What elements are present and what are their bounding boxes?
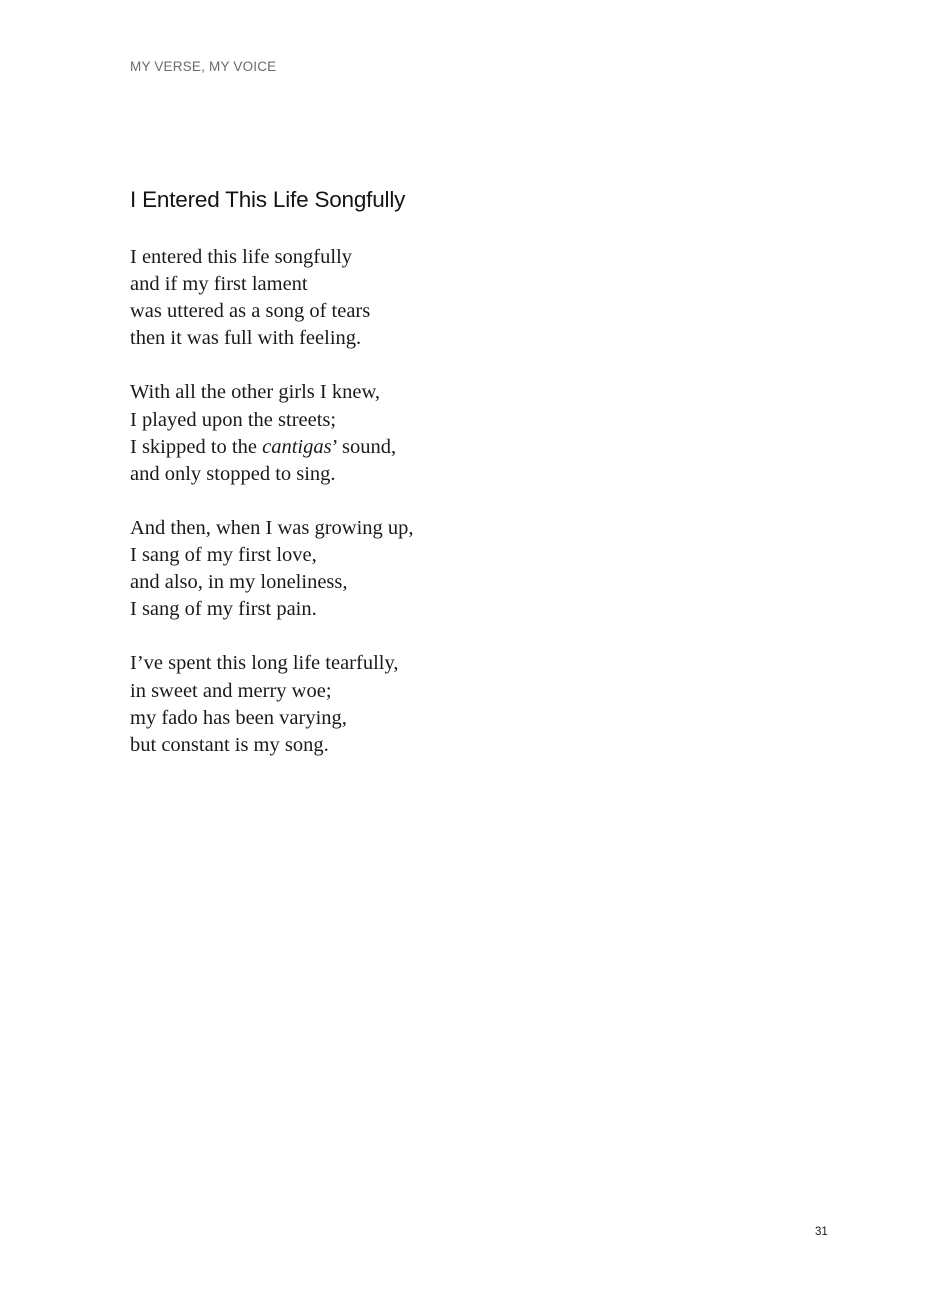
poem-line: but constant is my song. [130,733,329,756]
poem-line: I played upon the streets; [130,408,337,431]
poem-line: And then, when I was growing up, [130,516,414,539]
poem-line: I sang of my first pain. [130,598,317,621]
poem-line: then it was full with feeling. [130,327,362,350]
poem-line: was uttered as a song of tears [130,300,371,323]
page-number: 31 [815,1226,828,1238]
poem-line: With all the other girls I knew, [130,381,381,404]
line-text: ’ sound, [331,435,397,458]
italic-word: cantigas [262,435,332,458]
poem-line: and also, in my loneliness, [130,571,348,594]
poem-line: I’ve spent this long life tearfully, [130,652,399,675]
poem-body [130,244,414,786]
poem-line [130,434,414,461]
stanza [130,650,414,758]
poem-line: my fado has been varying, [130,706,347,729]
running-header: MY VERSE, MY VOICE [130,59,277,74]
stanza [130,379,414,487]
stanza [130,244,414,352]
line-text: I skipped to the [130,435,263,458]
poem-line: I entered this life songfully [130,246,353,268]
poem-title: I Entered This Life Songfully [130,187,406,212]
poem-line: I sang of my first love, [130,544,317,567]
poem-line: in sweet and merry woe; [130,679,332,702]
poem-line: and if my first lament [130,273,308,296]
poem-line: and only stopped to sing. [130,462,336,485]
stanza [130,515,414,623]
